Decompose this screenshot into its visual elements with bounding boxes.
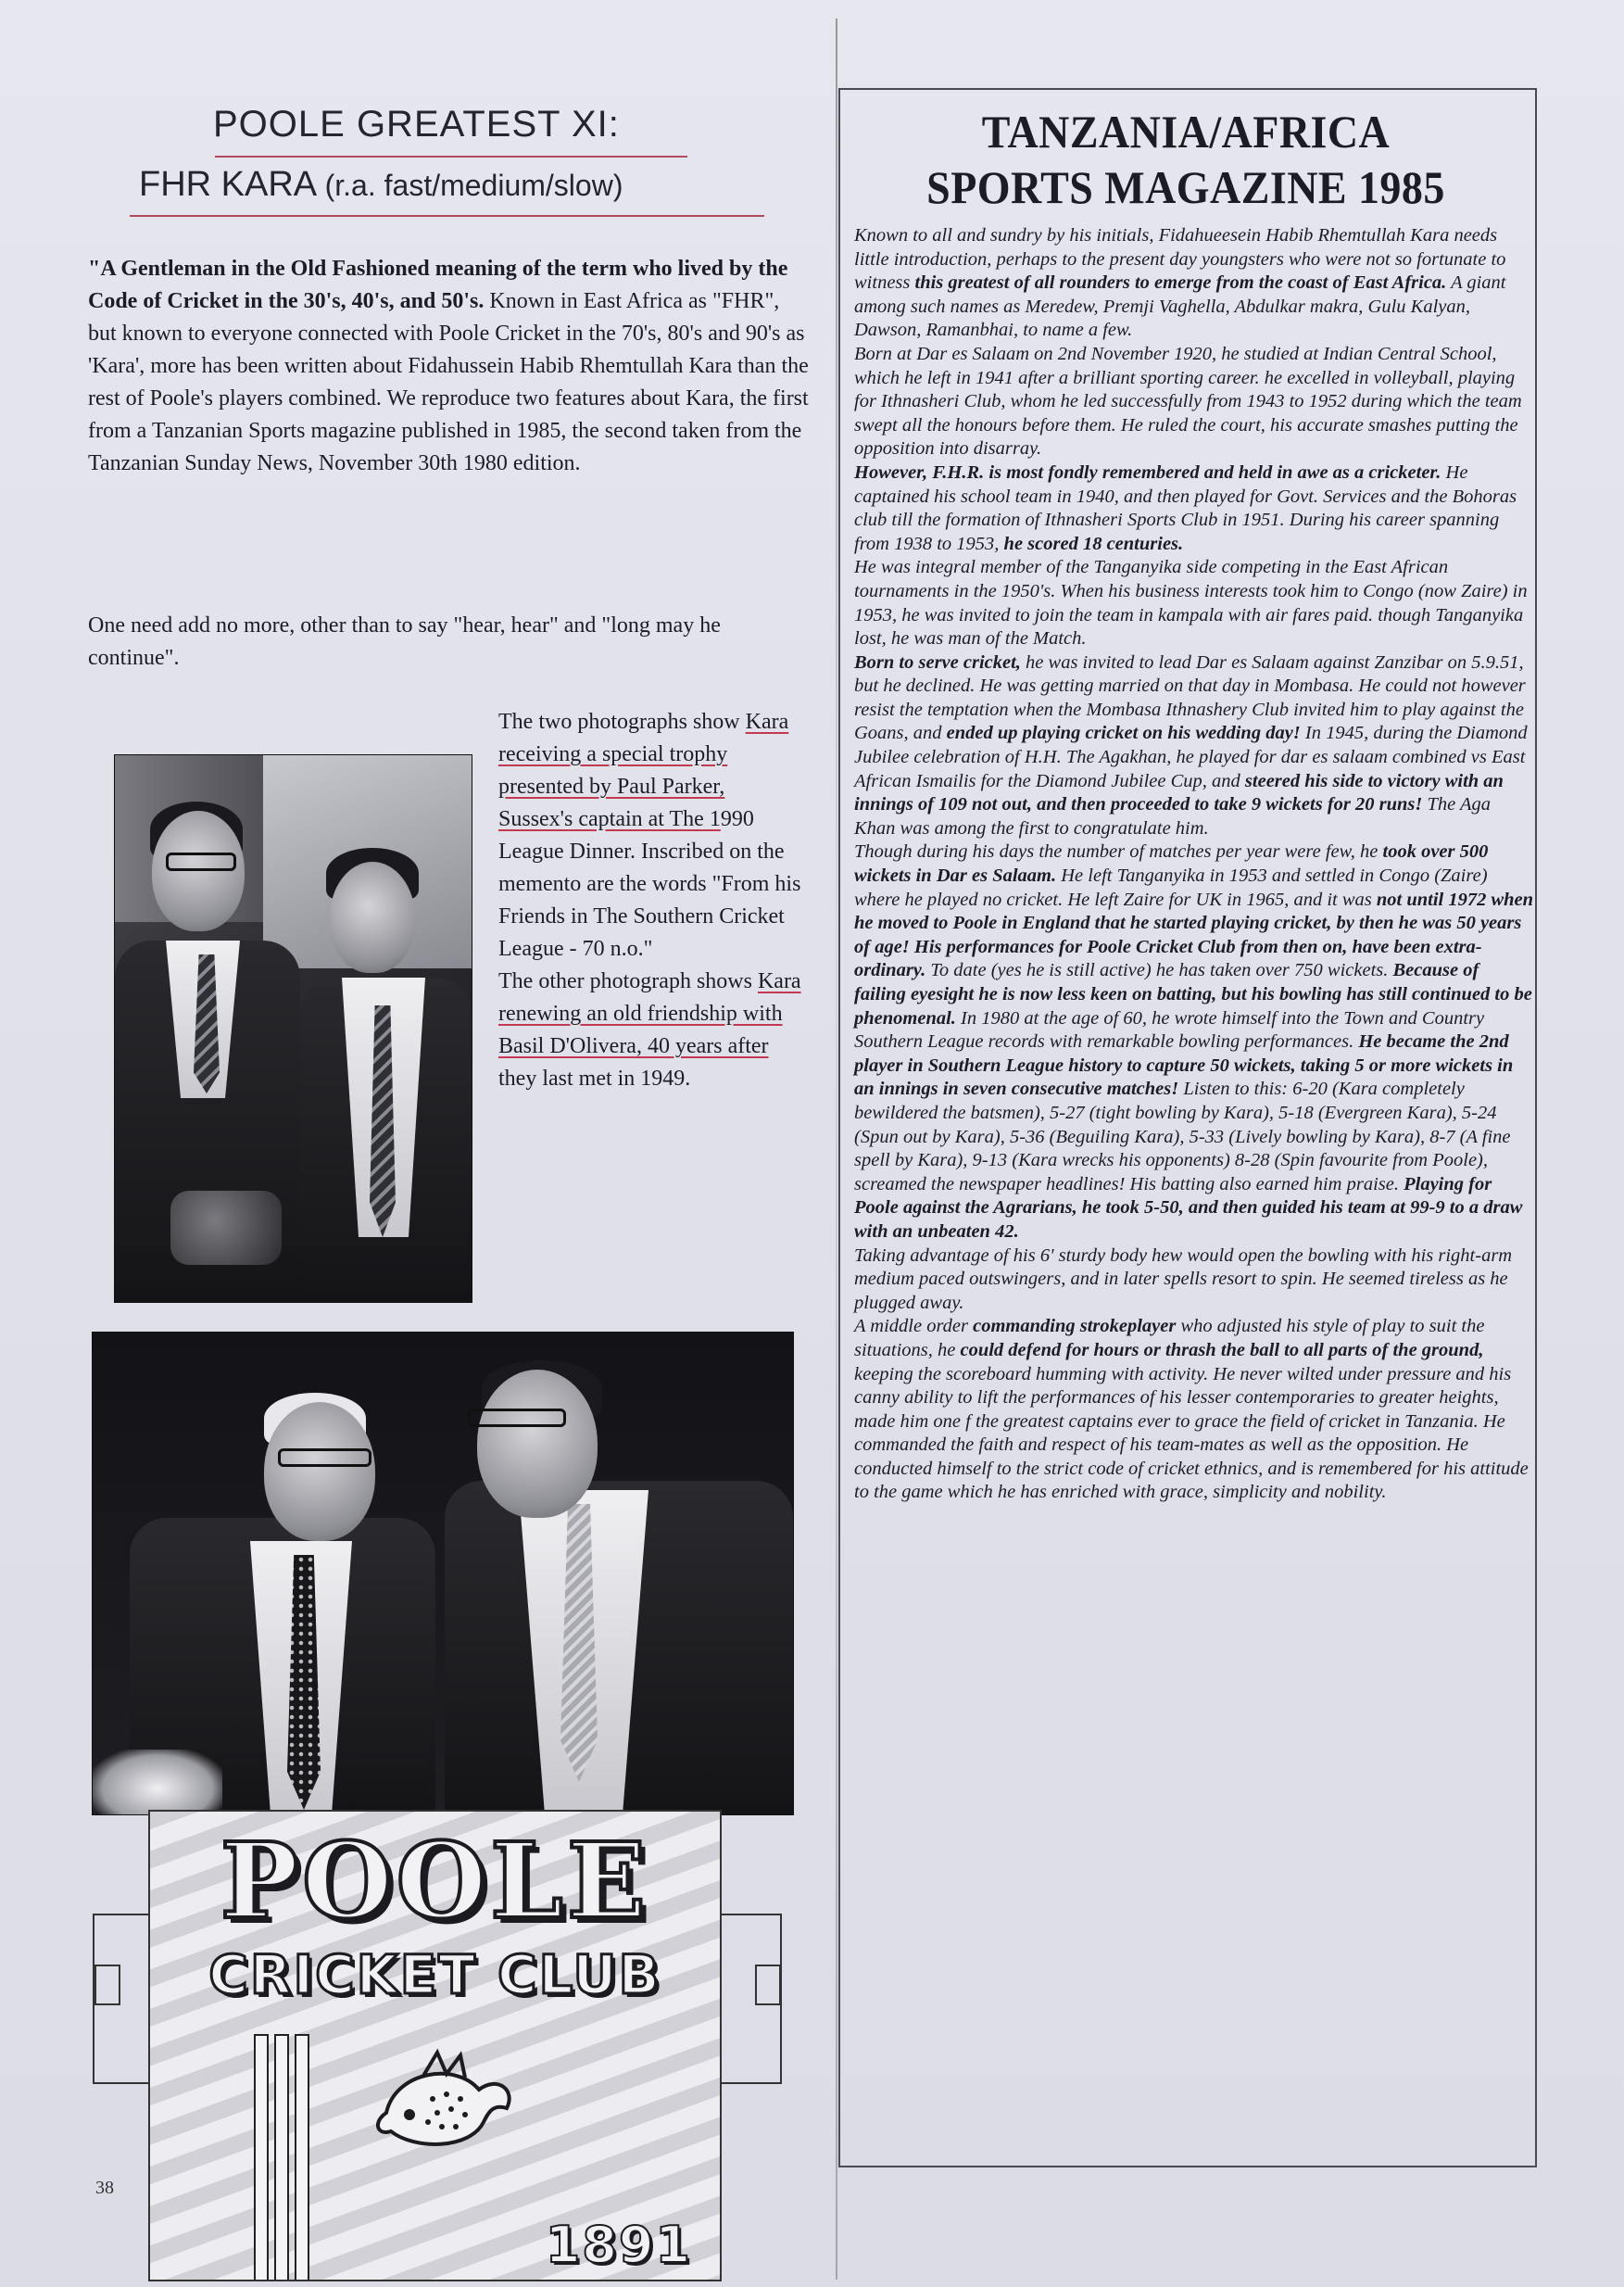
article-title — [866, 104, 1505, 215]
photo-caption — [498, 706, 804, 1095]
article-text: Taking advantage of his 6' sturdy body hew would open the bowling with his right-arm medium paced outswingers, and in later spells resort to spin. He seemed tireless as he plugged away. — [854, 1245, 1513, 1313]
article-emphasis: not until 1972 when he moved to Poole in England that he started playing cricket, by then he was 50 years of age! His performances for Poole Cricket Club from then on, have been extra-ordinary. — [854, 889, 1534, 981]
article-text: he was invited to lead Dar es Salaam against Zanzibar on 5.9.51, but he declined. He was getting married on that day in Mombasa. He could not however resist the temptation when the Mombasa Ithnashery Club invited him to play against the Goans, and — [854, 651, 1526, 744]
article-emphasis: this greatest of all rounders to emerge from the coast of East Africa. — [914, 272, 1447, 294]
caption-underlined-2: Kara renewing an old friendship with Basil D'Olivera, 40 years after — [498, 969, 801, 1058]
crease-box-left — [94, 1965, 120, 2005]
article-text: He captained his school team in 1940, and then played for Govt. Services and the Bohoras club till the formation of Ithnasheri Sports Club in 1951. During his career spanning from 1938 to 1953, — [854, 461, 1517, 554]
player-role: (r.a. fast/medium/slow) — [324, 169, 623, 202]
caption-part1: The two photographs show — [498, 710, 746, 734]
logo-cricket-club: CRICKET CLUB — [208, 1943, 661, 2006]
article-emphasis: he scored 18 centuries. — [1003, 533, 1184, 554]
caption-part1-rest: 990 League Dinner. Inscribed on the memento are the words "From his Friends in The Southern Cricket League - 70 n.o." — [498, 807, 801, 961]
article-title-line1: TANZANIA/AFRICA — [981, 106, 1391, 158]
crease-box-right — [755, 1965, 781, 2005]
article-emphasis: commanding strokeplayer — [973, 1316, 1177, 1337]
article-text: Though during his days the number of matches per year were few, he — [854, 841, 1383, 863]
caption-underlined-1: Kara receiving a special trophy presented by Paul Parker, Sussex's captain at The 1 — [498, 710, 789, 831]
article-text: The Aga Khan was among the first to congratulate him. — [854, 794, 1492, 839]
article-emphasis: steered his side to victory with an innings of 109 not out, and then proceeded to take 9 wickets for 20 runs! — [854, 770, 1504, 815]
article-paragraph — [854, 840, 1535, 1244]
article-text: who adjusted his style of play to suit the situations, he — [854, 1316, 1485, 1360]
article-text: Known to all and sundry by his initials, Fidahueesein Habib Rhemtullah Kara needs little introduction, perhaps to the present day youngsters who were not so fortunate to witness — [854, 225, 1506, 294]
page-fold — [836, 19, 837, 2280]
article-emphasis: He became the 2nd player in Southern League history to capture 50 wickets, taking 5 or more wickets in an innings in seven consecutive matches! — [854, 1031, 1514, 1100]
article-paragraph — [854, 1245, 1535, 1316]
page-number: 38 — [95, 2178, 114, 2198]
left-subtitle — [139, 165, 787, 205]
closing-paragraph: One need add no more, other than to say "hear, hear" and "long may he continue". — [88, 613, 721, 670]
article-emphasis: Because of failing eyesight he is now less keen on batting, but his bowling has still continued to be phenomenal. — [854, 960, 1532, 1029]
logo-poole: POOLE — [220, 1821, 650, 1942]
left-title: POOLE GREATEST XI: — [213, 104, 620, 145]
article-emphasis: ended up playing cricket on his wedding day! — [946, 723, 1301, 744]
player-name: FHR KARA — [139, 165, 316, 204]
fish-emblem-icon — [368, 2048, 525, 2159]
article-text: In 1945, during the Diamond Jubilee celebration of H.H. The Agakhan, he played for dar es salaam combined vs East African Ismailis for the Diamond Jubilee Cup, and — [854, 723, 1528, 791]
article-body — [854, 224, 1535, 1505]
article-text: To date (yes he is still active) he has taken over 750 wickets. — [925, 960, 1393, 981]
title-underline — [215, 156, 687, 158]
article-emphasis: Playing for Poole against the Agrarians, he took 5-50, and then guided his team at 99-9 to a draw with an unbeaten 42. — [854, 1173, 1523, 1242]
article-paragraph — [854, 1315, 1535, 1505]
subtitle-underline — [130, 215, 764, 217]
article-paragraph — [854, 224, 1535, 343]
article-text: He was integral member of the Tanganyika side competing in the East African tournaments in the 1950's. When his business interests took him to Congo (now Zaire) in 1953, he was invited to join the team in kampala with air fares paid. though Tanganyika lost, he was man of the Match. — [854, 557, 1528, 650]
article-emphasis: took over 500 wickets in Dar es Salaam. — [854, 841, 1489, 887]
dolivera-photo — [93, 1333, 793, 1814]
article-emphasis: Born to serve cricket, — [854, 651, 1021, 673]
caption-part2: The other photograph shows — [498, 969, 758, 993]
article-text: A middle order — [854, 1316, 974, 1337]
stumps-icon — [254, 2034, 309, 2280]
article-text: keeping the scoreboard humming with activity. He never wilted under pressure and his canny ability to lift the performances of his lesser contemporaries to greater heights, made him one f the greatest captains ever to grace the field of cricket in Tanzania. He commanded the faith and respect of his team-mates as well as the opposition. He conducted himself to the strict code of cricket ethnics, and is remembered for his attitude to the game which he has enriched with grace, simplicity and nobility. — [854, 1363, 1529, 1503]
article-text: A giant among such names as Meredew, Premji Vaghella, Abdulkar makra, Gulu Kalyan, Dawson, Ramanbhai, to name a few. — [854, 272, 1506, 341]
article-paragraph — [854, 556, 1535, 651]
intro-body: Known in East Africa as "FHR", but known to everyone connected with Poole Cricket in the 70's, 80's and 90's as 'Kara', more has been written about Fidahussein Habib Rhemtullah Kara than the rest of Poole's players combined. We reproduce two features about Kara, the first from a Tanzanian Sports magazine published in 1985, the second taken from the Tanzanian Sunday News, November 30th 1980 edition. — [88, 289, 809, 475]
logo-year: 1891 — [545, 2216, 692, 2274]
article-text: Born at Dar es Salaam on 2nd November 1920, he studied at Indian Central School, which he left in 1941 after a brilliant sporting career. he excelled in volleyball, playing for Ithnasheri Club, whom he led successfully from 1943 to 1952 during which the team swept all the honours before them. He ruled the court, his accurate smashes putting the opposition into disarray. — [854, 343, 1522, 460]
article-paragraph — [854, 461, 1535, 556]
intro-quote: "A Gentleman in the Old Fashioned meaning of the term who lived by the Code of Cricket in the 30's, 40's, and 50's. — [88, 257, 788, 313]
article-paragraph — [854, 343, 1535, 461]
caption-part2-rest: they last met in 1949. — [498, 1067, 691, 1091]
article-text: In 1980 at the age of 60, he wrote himself into the Town and Country Southern League records with remarkable bowling performances. — [854, 1007, 1485, 1053]
article-emphasis: However, F.H.R. is most fondly remembered and held in awe as a cricketer. — [854, 461, 1441, 483]
article-title-line2: SPORTS MAGAZINE 1985 — [926, 161, 1445, 213]
article-text: Listen to this: 6-20 (Kara completely bewildered the batsmen), 5-27 (tight bowling by Kara), 5-18 (Evergreen Kara), 5-24 (Spun out by Kara), 5-36 (Beguiling Kara), 5-33 (Lively bowling by Kara), 8-7 (A fine spell by Kara), 9-13 (Kara wrecks his opponents) 8-28 (Spin favourite from Poole), screamed the newspaper headlines! His batting also earned him praise. — [854, 1079, 1511, 1194]
article-emphasis: could defend for hours or thrash the ball to all parts of the ground, — [960, 1339, 1484, 1360]
intro-paragraph — [88, 253, 811, 480]
article-paragraph — [854, 651, 1535, 841]
poole-cricket-club-logo — [148, 1810, 722, 2281]
trophy-photo — [115, 755, 472, 1302]
article-text: He left Tanganyika in 1953 and settled in Congo (Zaire) where he played no cricket. He left Zaire for UK in 1965, and it was — [854, 866, 1488, 910]
